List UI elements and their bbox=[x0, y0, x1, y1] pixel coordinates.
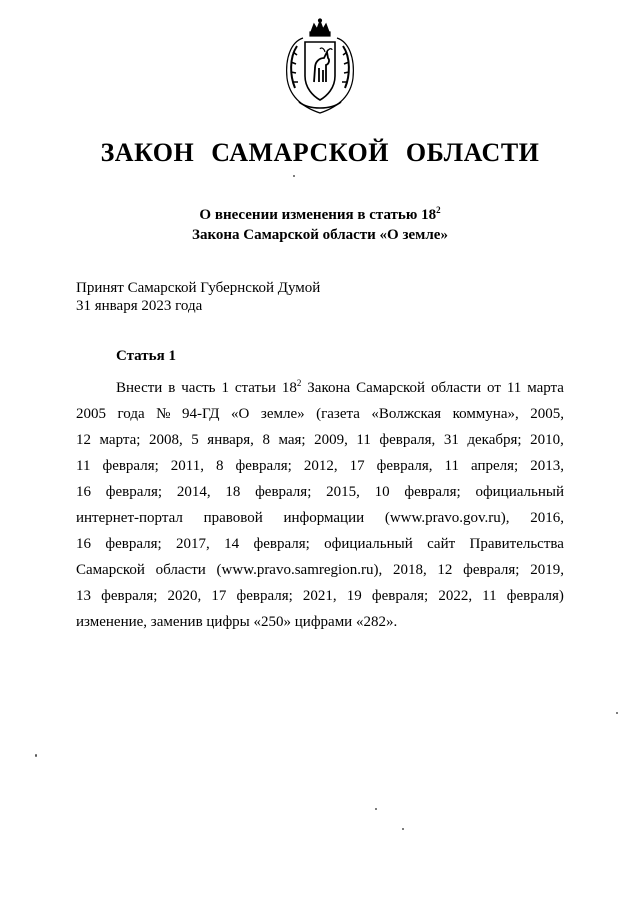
article-word: 13 bbox=[76, 588, 91, 604]
article-word: 11 bbox=[482, 588, 497, 604]
law-subtitle bbox=[0, 205, 640, 245]
article-word: Самарской bbox=[356, 380, 426, 396]
article-word: правовой bbox=[203, 510, 263, 526]
article-word: 2020, bbox=[167, 588, 202, 604]
article-word: февраля) bbox=[506, 588, 564, 604]
coat-of-arms-icon bbox=[281, 18, 359, 116]
article-word: 10 bbox=[374, 484, 390, 500]
article-word: 2015, bbox=[326, 484, 360, 500]
article-word: 2010, bbox=[530, 432, 564, 448]
scan-speck bbox=[35, 754, 37, 757]
article-word: февраля; bbox=[463, 562, 520, 578]
article-word: 2008, bbox=[148, 432, 183, 448]
article-word: земле» bbox=[260, 406, 305, 422]
article-word: февраля; bbox=[105, 484, 163, 500]
article-word: 2017, bbox=[176, 536, 210, 552]
article-word: февраля; bbox=[235, 458, 292, 474]
article-word: 16 bbox=[76, 536, 91, 552]
article-word: февраля, bbox=[376, 458, 433, 474]
article-word: 8 bbox=[216, 458, 224, 474]
article-word: 11 bbox=[444, 458, 459, 474]
article-line bbox=[76, 427, 564, 453]
article-word: февраля; bbox=[102, 458, 159, 474]
adoption-date: 31 января 2023 года bbox=[76, 298, 203, 314]
article-word: февраля; bbox=[236, 588, 293, 604]
article-word: 12 bbox=[76, 432, 91, 448]
article-word: 12 bbox=[437, 562, 453, 578]
article-word: 11 bbox=[356, 432, 371, 448]
article-word: (www.pravo.gov.ru), bbox=[384, 510, 510, 526]
article-word: официальный bbox=[475, 484, 564, 500]
article-word: Правительства bbox=[469, 536, 564, 552]
article-word: «О bbox=[231, 406, 250, 422]
article-word: 19 bbox=[346, 588, 362, 604]
article-word: 2021, bbox=[302, 588, 337, 604]
article-word: 2018, bbox=[392, 562, 427, 578]
article-word: 2016, bbox=[530, 510, 564, 526]
article-word: часть bbox=[181, 380, 216, 396]
scan-speck bbox=[402, 828, 404, 830]
article-word: февраля; bbox=[371, 588, 429, 604]
article-word: 2019, bbox=[530, 562, 564, 578]
article-word: интернет-портал bbox=[76, 510, 183, 526]
article-word: 2009, bbox=[314, 432, 348, 448]
article-word: 2011, bbox=[170, 458, 204, 474]
article-word: от bbox=[487, 380, 501, 396]
article-word: 8 bbox=[262, 432, 270, 448]
article-line bbox=[76, 583, 564, 609]
article-word: 5 bbox=[191, 432, 199, 448]
article-word: 2005, bbox=[530, 406, 564, 422]
subtitle-superscript: 2 bbox=[436, 205, 441, 215]
article-word: «Волжская bbox=[371, 406, 442, 422]
article-word: официальный bbox=[324, 536, 413, 552]
article-line bbox=[76, 453, 564, 479]
article-word: (газета bbox=[316, 406, 360, 422]
article-word: 2013, bbox=[530, 458, 564, 474]
article-word: 1 bbox=[221, 380, 229, 396]
article-word: области bbox=[430, 380, 482, 396]
article-word: 2022, bbox=[438, 588, 473, 604]
article-word: информации bbox=[283, 510, 365, 526]
article-word: февраля; bbox=[105, 536, 162, 552]
article-word: в bbox=[168, 380, 176, 396]
article-word: 16 bbox=[76, 484, 91, 500]
article-word: (www.pravo.samregion.ru), bbox=[216, 562, 383, 578]
subtitle-line-2: Закона Самарской области «О земле» bbox=[192, 227, 448, 243]
article-word: 31 bbox=[443, 432, 459, 448]
article-line bbox=[76, 557, 564, 583]
article-word: статьи bbox=[234, 380, 276, 396]
article-line bbox=[76, 479, 564, 505]
article-word: № bbox=[156, 406, 171, 422]
article-word: 2012, bbox=[303, 458, 338, 474]
article-line bbox=[76, 375, 564, 401]
article-heading: Статья 1 bbox=[116, 348, 176, 364]
article-word: Самарской bbox=[76, 562, 145, 578]
scan-speck bbox=[375, 808, 377, 810]
article-word: 11 bbox=[76, 458, 91, 474]
article-word: февраля; bbox=[255, 484, 312, 500]
article-body bbox=[76, 375, 564, 635]
article-word: коммуна», bbox=[452, 406, 519, 422]
article-line bbox=[76, 401, 564, 427]
article-word: Закона bbox=[307, 380, 351, 396]
article-word: апреля; bbox=[471, 458, 519, 474]
article-last-line: изменение, заменив цифры «250» цифрами «282». bbox=[76, 614, 398, 630]
article-word: декабря; bbox=[467, 432, 522, 448]
article-word: февраля; bbox=[253, 536, 310, 552]
article-word: февраля, bbox=[379, 432, 436, 448]
article-word: 94-ГД bbox=[181, 406, 220, 422]
article-word: января, bbox=[207, 432, 254, 448]
article-word: $18^2$ bbox=[281, 378, 302, 396]
article-word: 17 bbox=[349, 458, 365, 474]
article-word: Внести bbox=[116, 380, 163, 396]
article-word: года bbox=[117, 406, 145, 422]
adoption-info bbox=[76, 279, 320, 315]
adoption-body: Принят Самарской Губернской Думой bbox=[76, 280, 321, 296]
subtitle-line-1: О внесении изменения в статью $18^2$ bbox=[199, 205, 441, 223]
article-word: мая; bbox=[278, 432, 306, 448]
article-word: февраля; bbox=[101, 588, 158, 604]
article-word: марта; bbox=[99, 432, 141, 448]
article-word: сайт bbox=[427, 536, 456, 552]
article-word: области bbox=[155, 562, 206, 578]
scan-speck bbox=[616, 712, 618, 714]
article-word: марта bbox=[527, 380, 564, 396]
article-word: февраля; bbox=[404, 484, 461, 500]
article-word: 11 bbox=[506, 380, 522, 396]
scan-speck bbox=[293, 175, 295, 177]
article-word: 17 bbox=[211, 588, 227, 604]
law-title: ЗАКОН САМАРСКОЙ ОБЛАСТИ bbox=[100, 138, 540, 167]
article-word: 2005 bbox=[76, 406, 106, 422]
article-word: 18 bbox=[225, 484, 241, 500]
article-line bbox=[76, 505, 564, 531]
article-word: 14 bbox=[224, 536, 240, 552]
article-word: 2014, bbox=[176, 484, 211, 500]
article-line bbox=[76, 531, 564, 557]
